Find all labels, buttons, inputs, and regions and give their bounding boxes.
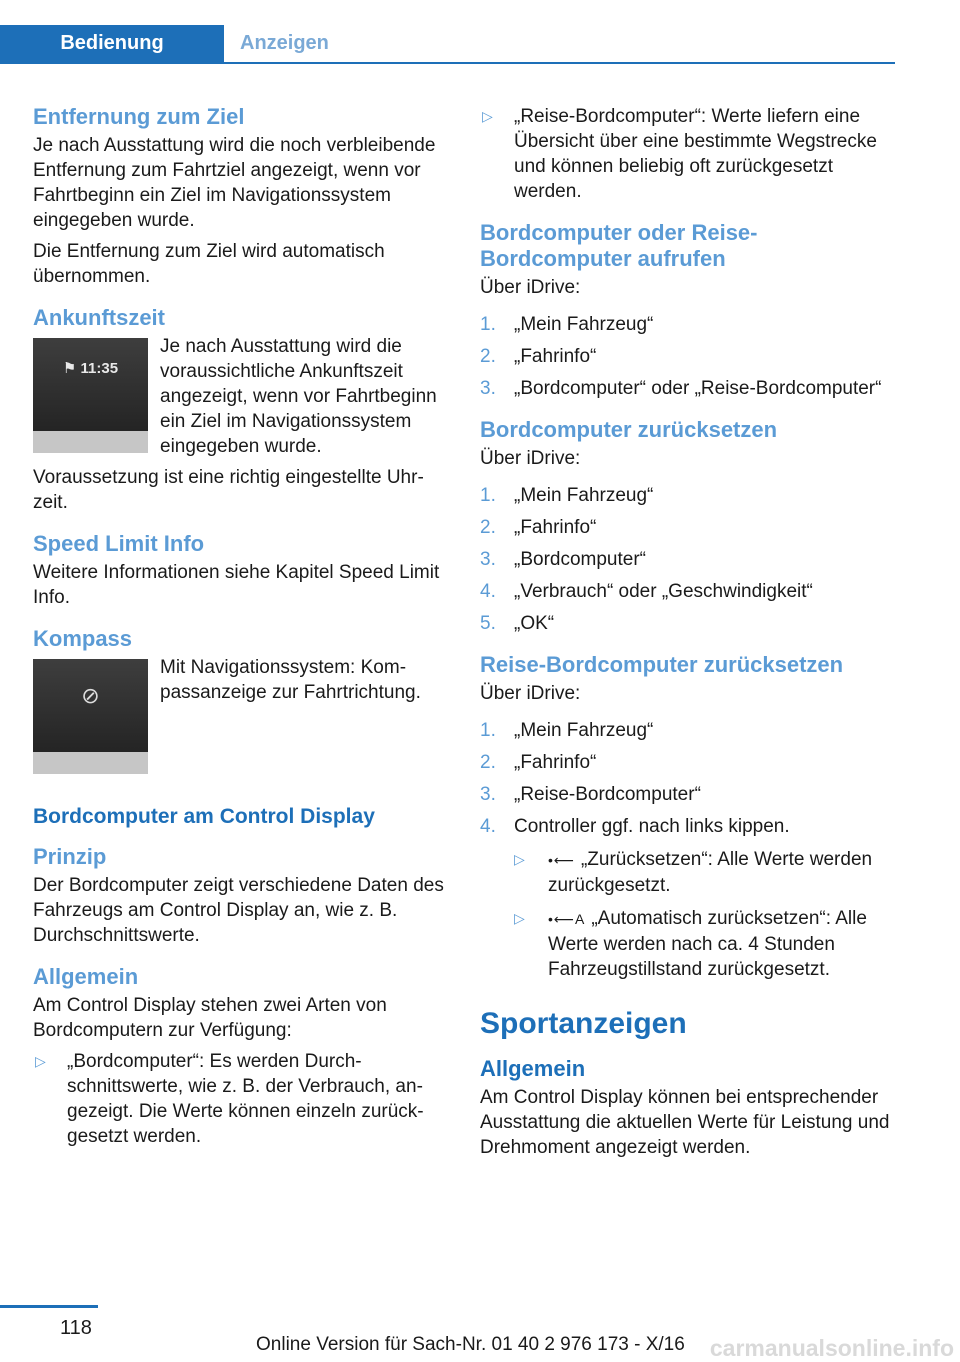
list-item: 2. „Fahrinfo“	[480, 752, 597, 773]
bullet-list	[33, 1049, 448, 1149]
arrival-time-readout: ⚑ 11:35	[62, 360, 119, 377]
heading-ankunftszeit: Ankunftszeit	[33, 305, 165, 330]
heading-prinzip: Prinzip	[33, 844, 107, 869]
paragraph: Über iDrive:	[480, 683, 581, 704]
heading-sport-allgemein: Allgemein	[480, 1056, 586, 1081]
page-number-rule	[0, 1305, 98, 1308]
list-item: 4. Controller ggf. nach links kippen. ▷ •⟵ „Zurücksetzen“: Alle Werte werden zurückgesetzt. ▷ •⟵A „Automatisch zurücksetzen“: Alle Werte werden nach ca. 4 Stunden Fahrzeugstillstand zurückgesetzt.	[480, 814, 895, 982]
paragraph: Je nach Ausstattung wird die voraussichtliche Ankunftszeit angezeigt, wenn vor Fahrtbeginn ein Ziel im Navigationssystem eingegeben wurde.	[160, 336, 437, 457]
section-zuruecksetzen	[480, 417, 895, 636]
heading-kompass: Kompass	[33, 626, 133, 651]
triangle-icon: ▷	[482, 108, 493, 124]
list-item: ▷ „Reise-Bordcomputer“: Werte liefern eine Übersicht über eine bestimmte Wegstrecke und können beliebig oft zurückgesetzt werden.	[482, 106, 877, 202]
compass-image	[33, 659, 148, 774]
list-item: 2. „Fahrinfo“	[480, 517, 597, 538]
paragraph: Der Bordcomputer zeigt verschiedene Daten des Fahrzeugs am Control Display an, wie z. B. Durchschnittswerte.	[33, 875, 444, 946]
paragraph: Am Control Display stehen zwei Arten von Bordcomputern zur Verfügung:	[33, 995, 387, 1041]
section-speed-limit	[33, 531, 448, 610]
triangle-icon: ▷	[514, 851, 525, 867]
list-item: 3. „Bordcomputer“ oder „Reise-Bordcomputer“	[480, 378, 882, 399]
arrival-time-image	[33, 338, 148, 453]
heading-sportanzeigen: Sportanzeigen	[480, 1007, 687, 1040]
list-item: 2. „Fahrinfo“	[480, 346, 597, 367]
section-reise-zuruecksetzen	[480, 652, 895, 982]
list-item: ▷ „Bordcomputer“: Es werden Durchschnittswerte, wie z. B. der Verbrauch, angezeigt. Die Werte können einzeln zurückgesetzt werden.	[35, 1051, 424, 1147]
paragraph: Mit Navigationssystem: Kompassanzeige zur Fahrtrichtung.	[160, 657, 421, 703]
page-number: 118	[60, 1317, 92, 1339]
heading-allgemein: Allgemein	[33, 964, 139, 989]
sub-bullet-list	[514, 847, 895, 982]
heading-bordcomputer: Bordcomputer am Control Display	[33, 805, 375, 828]
numbered-list	[480, 718, 895, 982]
tab-anzeigen[interactable]: Anzeigen	[240, 32, 329, 54]
left-column	[33, 104, 448, 1165]
heading-reise-zuruecksetzen: Reise-Bordcomputer zurücksetzen	[480, 652, 844, 677]
list-item: 4. „Verbrauch“ oder „Geschwindigkeit“	[480, 581, 813, 602]
list-item: 3. „Bordcomputer“	[480, 549, 646, 570]
section-kompass	[33, 626, 448, 774]
paragraph: Weitere Informationen siehe Kapitel Speed Limit Info.	[33, 562, 440, 608]
paragraph: Je nach Ausstattung wird die noch verbleibende Entfernung zum Fahrtziel angezeigt, wenn vor Fahrtbeginn ein Ziel im Navigationssystem eingegeben wurde.	[33, 135, 436, 231]
list-item: 1. „Mein Fahrzeug“	[480, 720, 654, 741]
paragraph: Über iDrive:	[480, 277, 581, 298]
heading-speed-limit: Speed Limit Info	[33, 531, 205, 556]
section-prinzip	[33, 844, 448, 948]
list-item: 3. „Reise-Bordcomputer“	[480, 784, 701, 805]
heading-zuruecksetzen: Bordcomputer zurücksetzen	[480, 417, 778, 442]
heading-entfernung: Entfernung zum Ziel	[33, 104, 245, 129]
footer-text: Online Version für Sach-Nr. 01 40 2 976 173 - X/16	[256, 1334, 685, 1355]
paragraph: Die Entfernung zum Ziel wird automatisch übernommen.	[33, 241, 385, 287]
auto-reset-icon: •⟵A	[548, 911, 586, 927]
reset-icon: •⟵	[548, 852, 575, 868]
flag-icon: ⚑	[62, 360, 81, 377]
bullet-list	[480, 104, 895, 204]
tab-bedienung[interactable]: Bedienung	[0, 25, 224, 62]
triangle-icon: ▷	[35, 1053, 46, 1069]
watermark: carmanualsonline.info	[709, 1335, 954, 1361]
numbered-list	[480, 312, 895, 401]
section-entfernung	[33, 104, 448, 289]
section-ankunftszeit	[33, 305, 448, 515]
section-sport-allgemein	[480, 1056, 895, 1160]
paragraph: Am Control Display können bei entsprechender Ausstattung die aktuellen Werte für Leistung und Drehmoment angezeigt werden.	[480, 1087, 890, 1158]
numbered-list	[480, 483, 895, 636]
section-allgemein	[33, 964, 448, 1149]
compass-icon: ⊘	[81, 683, 100, 708]
figure-row	[33, 655, 448, 774]
right-column	[480, 104, 895, 1176]
list-item: 5. „OK“	[480, 613, 555, 634]
list-item: ▷ •⟵ „Zurücksetzen“: Alle Werte werden zurückgesetzt.	[514, 849, 873, 896]
list-item: 1. „Mein Fahrzeug“	[480, 485, 654, 506]
paragraph: Voraussetzung ist eine richtig eingestellte Uhrzeit.	[33, 467, 424, 513]
figure-row	[33, 334, 448, 465]
heading-aufrufen: Bordcomputer oder Reise-Bordcomputer aufrufen	[480, 220, 758, 271]
section-aufrufen	[480, 220, 895, 401]
triangle-icon: ▷	[514, 910, 525, 926]
list-item: 1. „Mein Fahrzeug“	[480, 314, 654, 335]
list-item: ▷ •⟵A „Automatisch zurücksetzen“: Alle Werte werden nach ca. 4 Stunden Fahrzeugstillstand zurückgesetzt.	[514, 908, 867, 980]
section-tabs	[0, 25, 895, 64]
paragraph: Über iDrive:	[480, 448, 581, 469]
